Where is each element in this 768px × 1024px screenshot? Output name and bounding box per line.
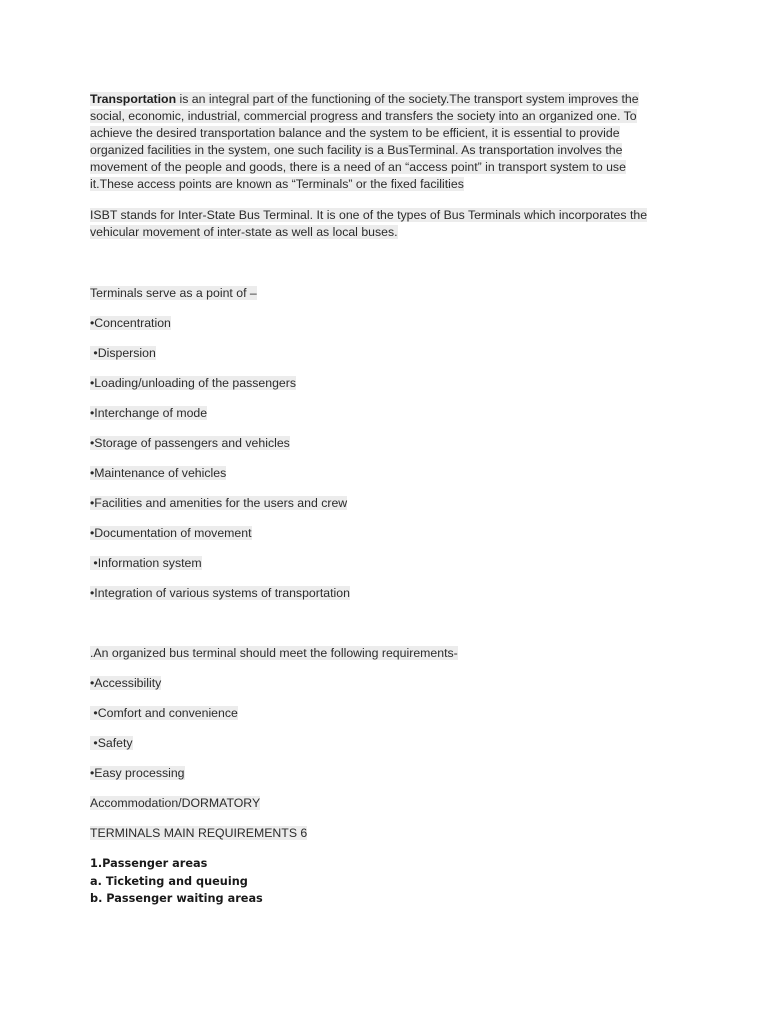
terminal-item: •Facilities and amenities for the users and crew xyxy=(90,496,348,510)
terminal-item: •Integration of various systems of transportation xyxy=(90,586,350,600)
accommodation-line: Accommodation/DORMATORY xyxy=(90,796,261,810)
passenger-areas-item-b: b. Passenger waiting areas xyxy=(90,892,263,905)
terminal-item: •Dispersion xyxy=(90,346,156,360)
terminal-item: •Documentation of movement xyxy=(90,526,252,540)
intro-lead-bold: Transportation xyxy=(90,92,177,106)
intro-paragraph xyxy=(90,91,670,193)
isbt-paragraph xyxy=(90,207,670,241)
terminals-heading: Terminals serve as a point of – xyxy=(90,286,257,300)
terminal-item: •Loading/unloading of the passengers xyxy=(90,376,296,390)
requirements-heading: .An organized bus terminal should meet the following requirements- xyxy=(90,646,458,660)
passenger-areas-title: 1.Passenger areas xyxy=(90,857,208,870)
requirement-item: •Safety xyxy=(90,736,133,750)
terminal-item: •Information system xyxy=(90,556,202,570)
intro-rest: is an integral part of the functioning of the society.The transport system improves the social, economic, industrial, commercial progress and transfers the society into an organized one. To achieve the desired transportation balance and the system to be efficient, it is essential to provide organized facilities in the system, one such facility is a BusTerminal. As transportation involves the movement of the people and goods, there is a need of an “access point” in transport system to use it.These access points are known as “Terminals” or the fixed facilities xyxy=(90,92,639,191)
requirement-item: •Comfort and convenience xyxy=(90,706,238,720)
terminal-item: •Maintenance of vehicles xyxy=(90,466,227,480)
requirement-item: •Easy processing xyxy=(90,766,185,780)
passenger-areas-item-a: a. Ticketing and queuing xyxy=(90,875,248,888)
terminal-item: •Storage of passengers and vehicles xyxy=(90,436,290,450)
intro-text xyxy=(90,92,639,191)
main-requirements-heading: TERMINALS MAIN REQUIREMENTS 6 xyxy=(90,826,308,840)
terminal-item: •Concentration xyxy=(90,316,171,330)
isbt-text: ISBT stands for Inter-State Bus Terminal. It is one of the types of Bus Terminals which incorporates the vehicular movement of inter-state as well as local buses. xyxy=(90,208,648,239)
requirement-item: •Accessibility xyxy=(90,676,162,690)
terminal-item: •Interchange of mode xyxy=(90,406,208,420)
